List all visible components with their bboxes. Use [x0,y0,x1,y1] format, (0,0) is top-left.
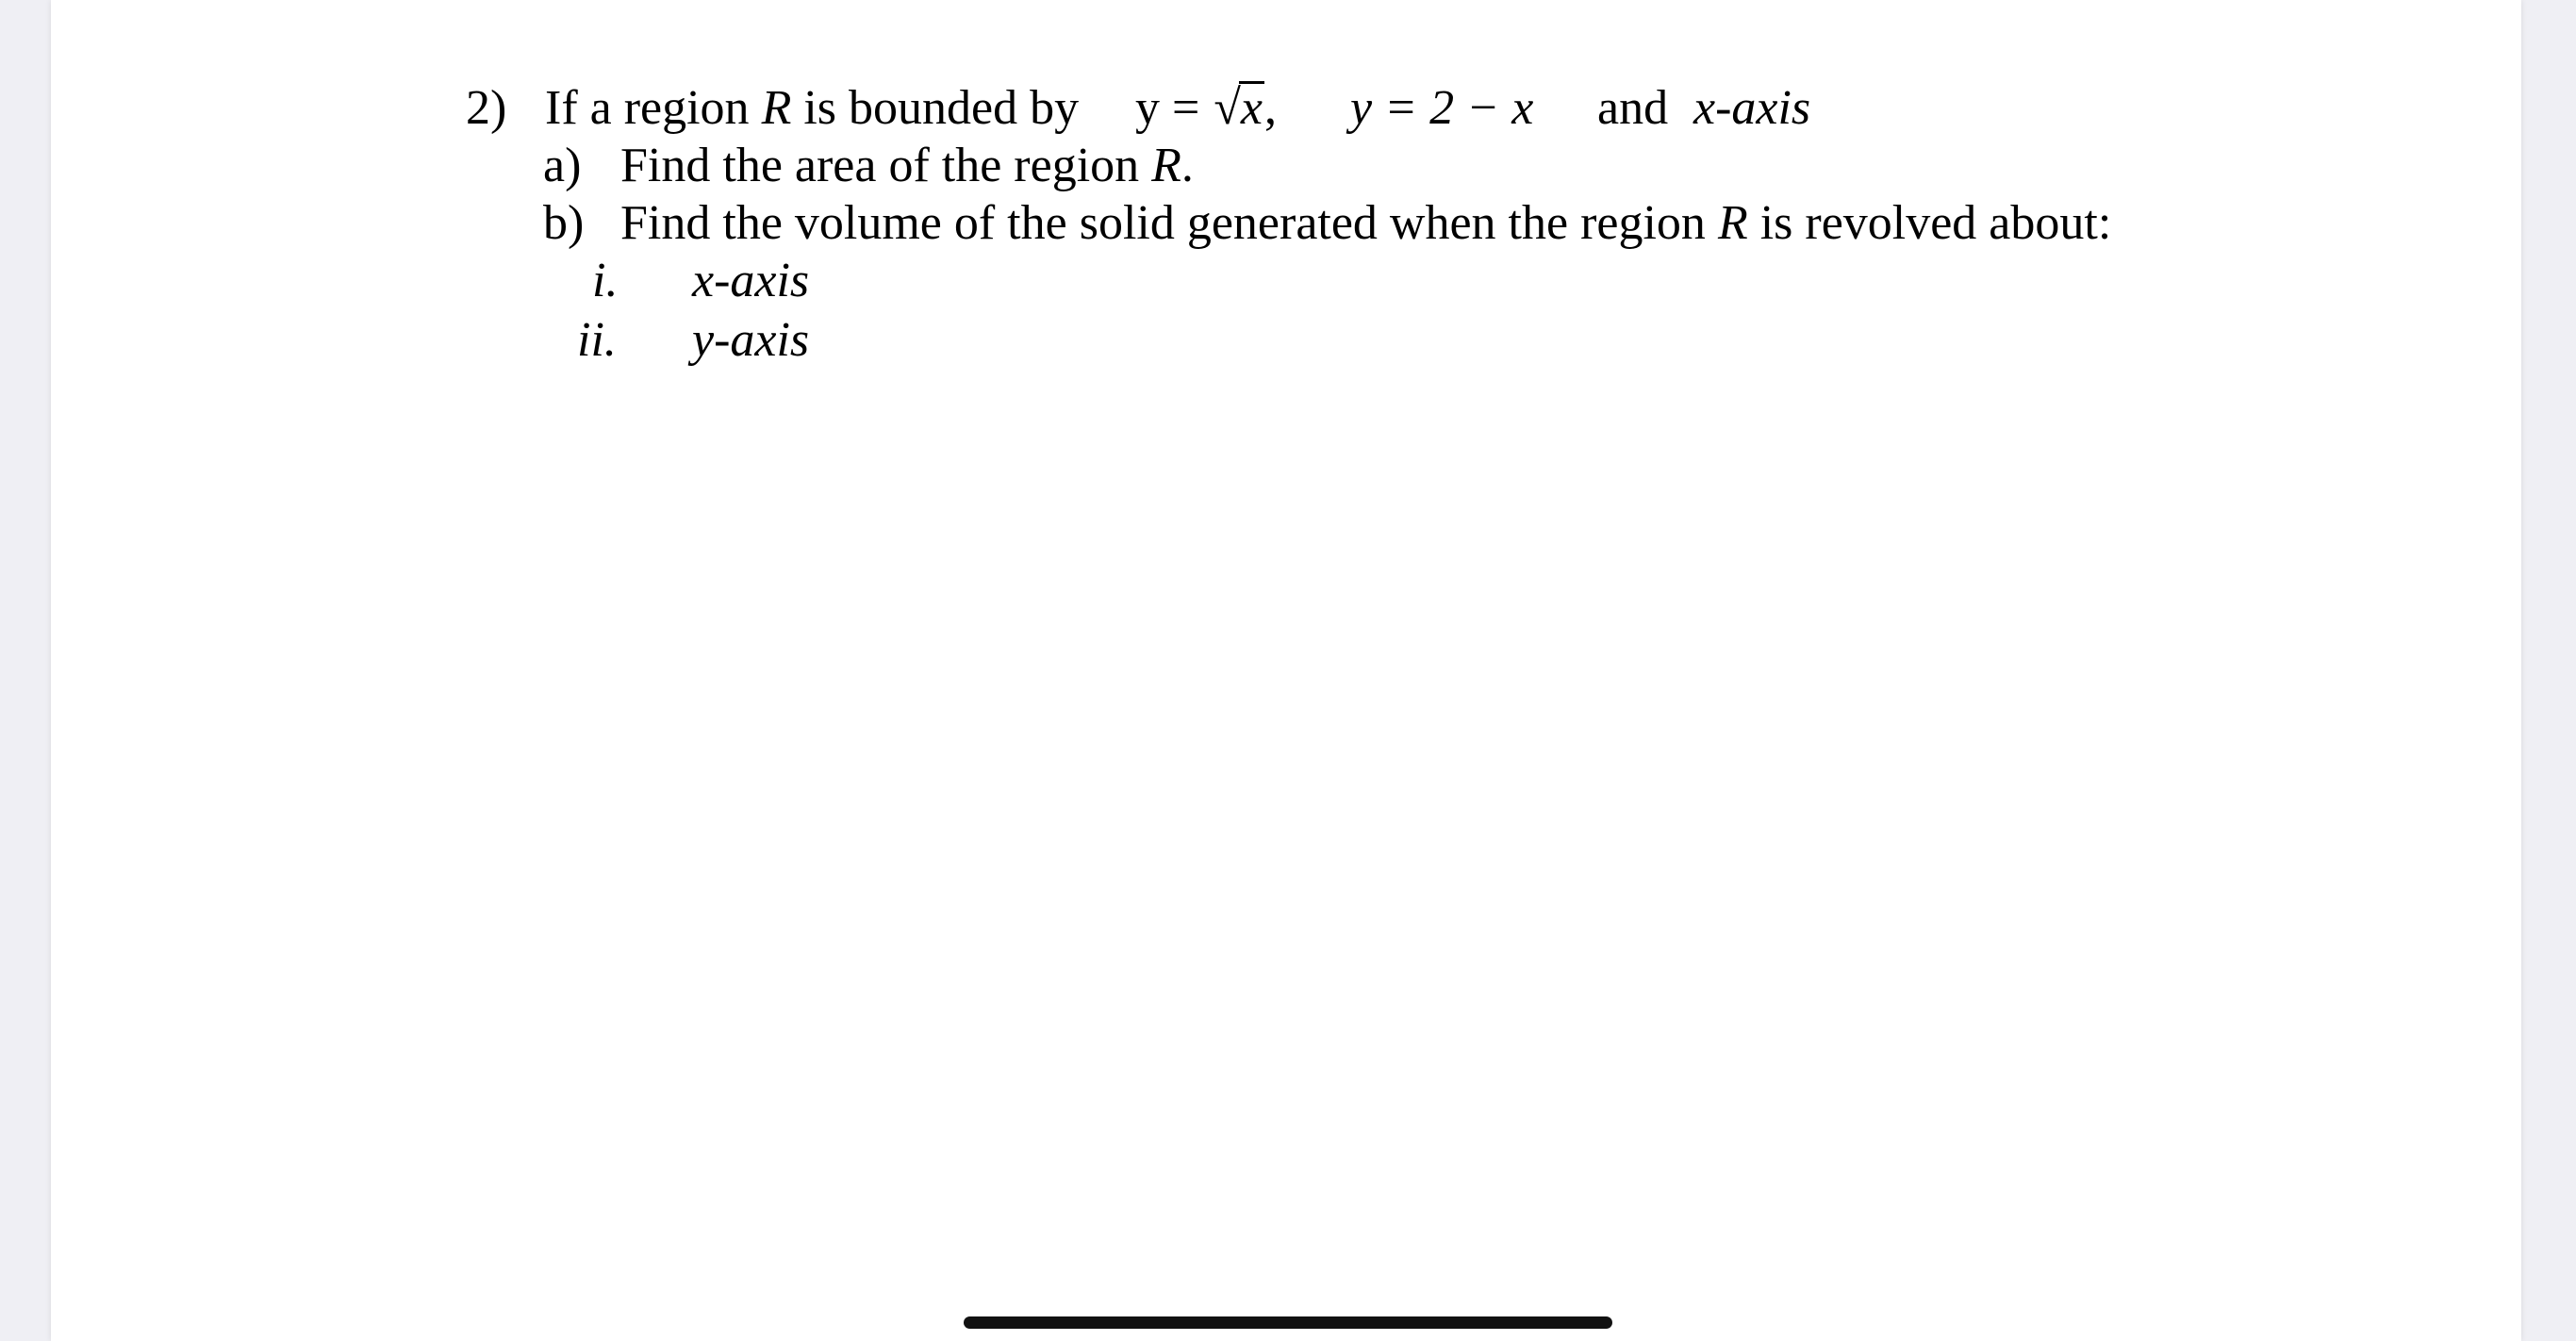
question-number: 2) [466,81,507,135]
and-word: and [1597,81,1669,135]
axis-word: x-axis [1693,81,1811,135]
subpart-i-text: x-axis [692,254,810,307]
stem-intro: If a region [545,81,762,135]
stem-intro-tail: is bounded by [791,81,1080,135]
part-a-region-var: R [1151,139,1181,192]
sqrt-icon: √x [1214,81,1263,135]
part-b-label: b) [543,196,585,250]
part-b-text: Find the volume of the solid generated when the region [620,196,1718,250]
subpart-i-label: i. [592,254,619,307]
subpart-ii-label: ii. [577,313,617,367]
subpart-ii-text: y-axis [692,313,810,367]
part-a-label: a) [543,139,582,192]
part-b-tail: is revolved about: [1747,196,2112,250]
region-variable: R [761,81,792,135]
question-content: 2) If a region R is bounded by y = √x, y = 2 − x and x-axis a) Find the area of the region R. b) Find the volume of the solid generated when the region R is revolved about: i. x-axis ii. y-axis [466,81,2112,367]
home-indicator[interactable] [964,1316,1612,1329]
part-b-region-var: R [1717,196,1748,250]
document-page [51,0,2521,1341]
equation-line: y = 2 − x [1350,81,1534,135]
equation-sqrt: y = √x, [1135,81,1277,135]
part-a-text: Find the area of the region [620,139,1152,192]
